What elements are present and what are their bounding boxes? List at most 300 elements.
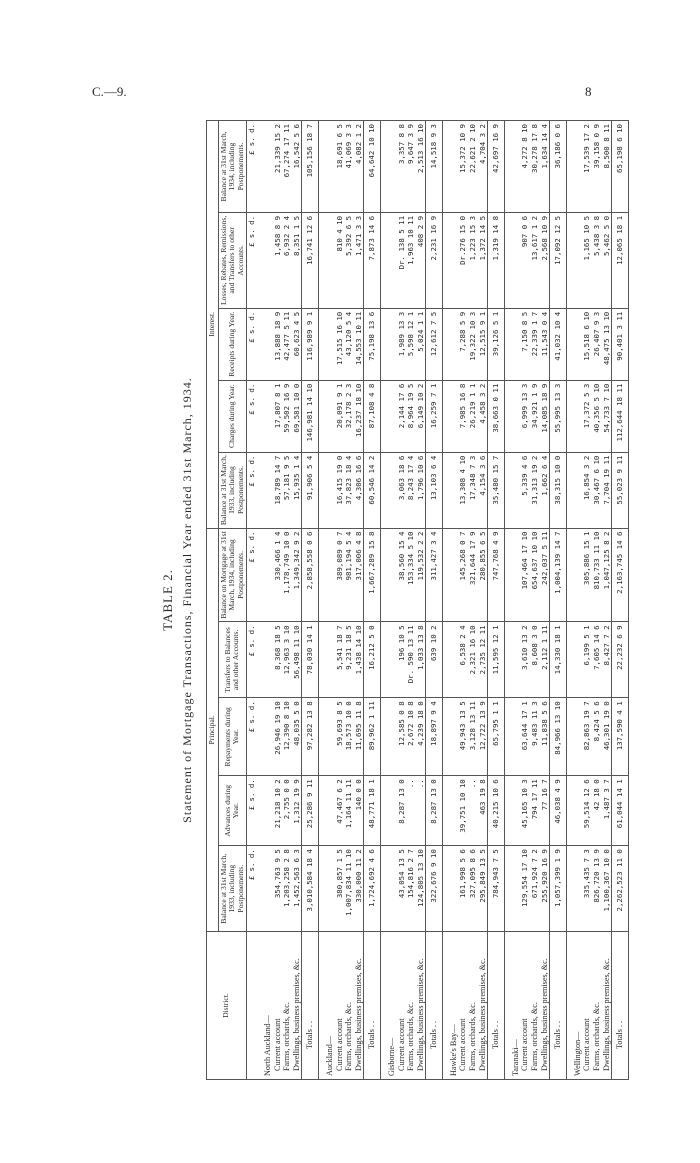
table-row [273,121,283,1080]
empty-cell [504,308,520,380]
total-cell: 55,995 13 3 [550,380,567,452]
total-cell: 14,518 9 3 [426,121,443,213]
value-cell: 22,621 2 10 [468,121,478,213]
value-cell: 1,349,342 9 2 [292,528,302,622]
table-title: Statement of Mortgage Transactions, Financial Year ended 31st March, 1934. [180,377,194,823]
value-cell: 6,932 2 4 [282,212,292,308]
value-cell: 1,452,563 6 3 [292,846,302,932]
empty-cell [442,622,458,698]
total-cell: 97,282 13 8 [302,698,319,776]
value-cell: Dr.276 15 0 [458,212,468,308]
total-cell: 91,906 5 4 [302,452,319,528]
page-number: 8 [585,84,592,99]
total-cell: 1,667,289 15 8 [364,528,381,622]
value-cell: 671,924 7 2 [530,846,540,932]
units-label: £ s. d. [247,698,257,776]
value-cell: 2,112 1 11 [540,622,550,698]
value-cell: 463 19 8 [478,776,488,846]
value-cell: 4,458 3 2 [478,380,488,452]
empty-cell [257,121,273,213]
value-cell: 2,513 16 10 [416,121,426,213]
value-cell: 8,964 19 5 [406,380,416,452]
value-cell: 12,585 0 8 [397,698,407,776]
value-cell: 63,644 17 1 [520,698,530,776]
totals-label: Totals . . [550,932,567,1080]
total-cell: 14,330 18 1 [550,622,567,698]
value-cell: 8,608 3 0 [530,622,540,698]
total-cell: 41,032 10 4 [550,308,567,380]
value-cell: 59,502 16 9 [282,380,292,452]
value-cell: 3,063 18 6 [397,452,407,528]
empty-cell [504,622,520,698]
row-label: Current account [397,932,407,1080]
units-label: £ s. d. [247,121,257,213]
table-row [478,121,488,1080]
value-cell: 5,024 1 1 [416,308,426,380]
value-cell: 3,357 8 8 [397,121,407,213]
value-cell: 16,415 19 0 [335,452,345,528]
value-cell: 30,467 6 10 [592,452,602,528]
page-code: C.—9. [92,84,127,99]
district-name: Gisborne— [380,932,396,1080]
empty-cell [257,698,273,776]
units-spacer [247,932,257,1080]
value-cell: 1,634 14 4 [540,121,550,213]
value-cell: 49,943 13 5 [458,698,468,776]
value-cell: 317,006 4 8 [354,528,364,622]
value-cell: 18,789 14 7 [273,452,283,528]
value-cell: 4,154 3 6 [478,452,488,528]
value-cell: 9,483 11 3 [530,698,540,776]
value-cell: 1,372 14 5 [478,212,488,308]
total-cell: 78,030 14 1 [302,622,319,698]
total-cell: 7,873 14 6 [364,212,381,308]
col-header-8: Receipts during Year. [218,308,247,380]
total-cell: 1,319 14 8 [488,212,505,308]
value-cell: 654,637 10 10 [530,528,540,622]
total-cell: 116,989 9 1 [302,308,319,380]
units-label: £ s. d. [247,212,257,308]
value-cell: 794 17 11 [530,776,540,846]
district-name: Hawke's Bay— [442,932,458,1080]
total-cell: 42,697 16 9 [488,121,505,213]
value-cell: 389,089 0 7 [335,528,345,622]
empty-cell [318,121,334,213]
totals-row [302,121,319,1080]
empty-cell [566,212,582,308]
value-cell: 48,475 13 10 [602,308,612,380]
empty-cell [442,452,458,528]
value-cell: 41,069 3 3 [344,121,354,213]
value-cell: 46,301 19 0 [602,698,612,776]
row-label: Dwellings, business premises, &c. [602,932,612,1080]
value-cell: 13,617 1 2 [530,212,540,308]
totals-label: Totals . . [426,932,443,1080]
empty-cell [257,528,273,622]
value-cell: 1,989 13 3 [397,308,407,380]
value-cell: 12,390 8 10 [282,698,292,776]
value-cell: .. [406,776,416,846]
empty-cell [504,846,520,932]
total-cell: 38,315 10 0 [550,452,567,528]
value-cell: 12,963 3 10 [282,622,292,698]
value-cell: 15,372 10 9 [458,121,468,213]
rotated-table-area [150,120,700,1080]
total-cell: 89,962 1 11 [364,698,381,776]
value-cell: 2,755 0 0 [282,776,292,846]
total-cell: 12,065 18 1 [612,212,629,308]
total-cell: 39,126 5 1 [488,308,505,380]
value-cell: 5,541 18 7 [335,622,345,698]
value-cell: 67,274 17 11 [282,121,292,213]
totals-row [364,121,381,1080]
table-row [602,121,612,1080]
value-cell: 4,704 3 2 [478,121,488,213]
value-cell: 7,985 16 8 [458,380,468,452]
empty-cell [566,452,582,528]
value-cell: 321,644 17 9 [468,528,478,622]
empty-cell [318,380,334,452]
total-cell: 16,259 7 1 [426,380,443,452]
total-cell: 61,044 14 1 [612,776,629,846]
row-label: Dwellings, business premises, &c. [478,932,488,1080]
total-cell: 1,004,139 14 7 [550,528,567,622]
empty-cell [380,846,396,932]
value-cell: 1,203,258 2 8 [282,846,292,932]
totals-row [550,121,567,1080]
value-cell: 8,500 8 11 [602,121,612,213]
total-cell: 64,642 10 10 [364,121,381,213]
total-cell: 2,163,745 14 6 [612,528,629,622]
value-cell: 5,339 4 6 [520,452,530,528]
units-label: £ s. d. [247,528,257,622]
col-header-6: Balance at 31st March, 1933, including Postponements. [218,452,247,528]
value-cell: 4,082 1 2 [354,121,364,213]
group-principal: Principal. [207,528,219,932]
value-cell: 6,199 5 1 [582,622,592,698]
total-cell: 22,232 6 9 [612,622,629,698]
row-label: Current account [582,932,592,1080]
value-cell: 327,095 8 6 [468,846,478,932]
value-cell: 305,886 15 1 [582,528,592,622]
value-cell: 2,321 16 10 [468,622,478,698]
total-cell: 112,644 18 11 [612,380,629,452]
units-label: £ s. d. [247,776,257,846]
empty-cell [566,776,582,846]
row-label: Dwellings, business premises, &c. [292,932,302,1080]
value-cell: 16,237 18 10 [354,380,364,452]
units-label: £ s. d. [247,380,257,452]
value-cell: 196 10 5 [397,622,407,698]
value-cell: 30,278 17 8 [530,121,540,213]
table-number: TABLE 2. [160,569,175,631]
value-cell: 22,339 1 7 [530,308,540,380]
total-cell: 36,186 0 6 [550,121,567,213]
value-cell: 18,691 6 5 [335,121,345,213]
empty-cell [442,308,458,380]
value-cell: 17,515 16 10 [335,308,345,380]
value-cell: 4,306 16 6 [354,452,364,528]
value-cell: .. [416,776,426,846]
value-cell: 39,158 0 9 [592,121,602,213]
row-label: Farms, orchards, &c. [468,932,478,1080]
row-label: Current account [273,932,283,1080]
total-cell: 1,724,692 4 6 [364,846,381,932]
total-cell: 784,943 7 5 [488,846,505,932]
empty-cell [566,846,582,932]
total-cell: 35,480 15 7 [488,452,505,528]
value-cell: 37,823 18 4 [344,452,354,528]
value-cell: 82,863 19 7 [582,698,592,776]
total-cell: 65,198 6 10 [612,121,629,213]
table-row [592,121,602,1080]
empty-cell [566,380,582,452]
total-cell: 747,768 4 9 [488,528,505,622]
group-interest: Interest. [207,121,219,529]
value-cell: 1,662 6 4 [540,452,550,528]
value-cell: 3,610 13 2 [520,622,530,698]
value-cell: 7,288 5 9 [458,308,468,380]
table-row [520,121,530,1080]
units-label: £ s. d. [247,846,257,932]
row-label: Dwellings, business premises, &c. [416,932,426,1080]
empty-cell [504,698,520,776]
value-cell: 59,693 8 5 [335,698,345,776]
total-cell: 55,023 9 11 [612,452,629,528]
empty-cell [442,121,458,213]
value-cell: 14,553 10 11 [354,308,364,380]
empty-cell [380,212,396,308]
total-cell: 18,897 9 4 [426,698,443,776]
table-row [292,121,302,1080]
col-header-1: Balance at 31st March, 1933, including Postponements. [218,846,247,932]
total-cell: 84,966 13 10 [550,698,567,776]
value-cell: 48,035 5 0 [292,698,302,776]
value-cell: 56,498 11 10 [292,622,302,698]
value-cell: 18,573 10 0 [344,698,354,776]
value-cell: 69,581 10 0 [292,380,302,452]
value-cell: 330,466 1 4 [273,528,283,622]
row-label: Current account [335,932,345,1080]
totals-label: Totals . . [364,932,381,1080]
value-cell: 7,605 14 6 [592,622,602,698]
total-cell: 38,663 0 11 [488,380,505,452]
value-cell: 54,733 7 10 [602,380,612,452]
totals-row [488,121,505,1080]
empty-cell [380,380,396,452]
total-cell: 25,286 9 11 [302,776,319,846]
table-row [397,121,407,1080]
value-cell: 19,322 10 3 [468,308,478,380]
empty-cell [442,528,458,622]
value-cell: 1,047,125 8 2 [602,528,612,622]
value-cell: 1,312 19 9 [292,776,302,846]
value-cell: 6,149 10 2 [416,380,426,452]
value-cell: 43,054 13 5 [397,846,407,932]
totals-label: Totals . . [612,932,629,1080]
value-cell: 8,427 7 2 [602,622,612,698]
value-cell: 13,308 4 10 [458,452,468,528]
empty-cell [566,528,582,622]
total-cell: 75,198 13 6 [364,308,381,380]
value-cell: 1,438 14 10 [354,622,364,698]
value-cell: 77 16 7 [540,776,550,846]
units-label: £ s. d. [247,308,257,380]
value-cell: Dr. 138 5 11 [397,212,407,308]
district-name: Auckland— [318,932,334,1080]
empty-cell [504,776,520,846]
district-name: North Auckland— [257,932,273,1080]
value-cell: 17,348 7 3 [468,452,478,528]
value-cell: 5,598 12 1 [406,308,416,380]
value-cell: 1,223 15 3 [468,212,478,308]
value-cell: 826,720 13 9 [592,846,602,932]
value-cell: 14,085 18 9 [540,380,550,452]
total-cell: 16,212 5 0 [364,622,381,698]
value-cell: 7,704 19 11 [602,452,612,528]
total-cell: 2,231 16 9 [426,212,443,308]
value-cell: 11,695 11 8 [354,698,364,776]
empty-cell [504,380,520,452]
empty-cell [318,528,334,622]
col-header-3: Repayments during Year. [218,698,247,776]
value-cell: 354,763 9 5 [273,846,283,932]
empty-cell [380,528,396,622]
value-cell: 8,351 1 5 [292,212,302,308]
value-cell: 38,560 15 4 [397,528,407,622]
value-cell: 26,219 1 1 [468,380,478,452]
value-cell: 17,807 8 1 [273,380,283,452]
total-cell: 12,612 7 5 [426,308,443,380]
value-cell: 34,921 1 9 [530,380,540,452]
value-cell: 17,539 17 2 [582,121,592,213]
col-header-2: Advances during Year. [218,776,247,846]
value-cell: Dr. 590 13 11 [406,622,416,698]
empty-cell [257,308,273,380]
value-cell: 1,458 8 9 [273,212,283,308]
empty-cell [318,846,334,932]
empty-cell [504,121,520,213]
value-cell: 21,218 10 2 [273,776,283,846]
value-cell: 119,532 2 2 [416,528,426,622]
total-cell: 1,057,399 1 9 [550,846,567,932]
value-cell: 107,464 17 10 [520,528,530,622]
value-cell: 907 0 6 [520,212,530,308]
total-cell: 137,590 4 1 [612,698,629,776]
district-name: Taranaki— [504,932,520,1080]
value-cell: 15,935 1 4 [292,452,302,528]
units-label: £ s. d. [247,622,257,698]
total-cell: 16,741 12 6 [302,212,319,308]
total-cell: 60,546 14 2 [364,452,381,528]
value-cell: 42 18 0 [592,776,602,846]
value-cell: 3,128 13 11 [468,698,478,776]
empty-cell [257,622,273,698]
row-label: Farms, orchards, &c. [344,932,354,1080]
col-header-7: Charges during Year. [218,380,247,452]
empty-cell [318,622,334,698]
empty-cell [257,212,273,308]
total-cell: 3,010,584 18 4 [302,846,319,932]
value-cell: 26,407 9 3 [592,308,602,380]
table-row [282,121,292,1080]
col-header-4: Transfers to Balances and other Accounts. [218,622,247,698]
total-cell: 46,038 4 9 [550,776,567,846]
empty-cell [442,846,458,932]
table-row [335,121,345,1080]
value-cell: 124,805 13 10 [416,846,426,932]
empty-cell [566,698,582,776]
value-cell: 2,568 10 9 [540,212,550,308]
empty-cell [318,212,334,308]
value-cell: 26,946 19 10 [273,698,283,776]
empty-cell [257,846,273,932]
empty-cell [318,308,334,380]
totals-row [612,121,629,1080]
value-cell: 57,181 9 5 [282,452,292,528]
value-cell: 47,467 6 2 [335,776,345,846]
total-cell: 8,287 13 0 [426,776,443,846]
value-cell: 255,920 16 9 [540,846,550,932]
total-cell: 17,092 12 5 [550,212,567,308]
value-cell: 1,007,834 11 10 [344,846,354,932]
empty-cell [380,776,396,846]
value-cell: 161,998 5 6 [458,846,468,932]
total-cell: 2,858,558 0 6 [302,528,319,622]
table-row [540,121,550,1080]
total-cell: 48,771 18 1 [364,776,381,846]
value-cell: 380,857 1 5 [335,846,345,932]
value-cell: 1,100,367 10 0 [602,846,612,932]
value-cell: 13,888 18 9 [273,308,283,380]
totals-label: Totals . . [302,932,319,1080]
value-cell: 31,313 19 2 [530,452,540,528]
value-cell: 43,120 5 4 [344,308,354,380]
total-cell: 311,427 3 4 [426,528,443,622]
value-cell: 15,518 6 10 [582,308,592,380]
value-cell: 5,438 3 8 [592,212,602,308]
empty-cell [318,698,334,776]
value-cell: 810,733 11 10 [592,528,602,622]
row-label: Farms, orchards, &c. [592,932,602,1080]
empty-cell [442,776,458,846]
value-cell: 12,515 9 1 [478,308,488,380]
total-cell: 11,595 12 1 [488,622,505,698]
empty-cell [566,121,582,213]
table-row [582,121,592,1080]
value-cell: 17,372 5 3 [582,380,592,452]
total-cell: 87,108 4 8 [364,380,381,452]
empty-cell [504,212,520,308]
value-cell: 11,543 0 4 [540,308,550,380]
table-row [344,121,354,1080]
value-cell: 40,356 5 10 [592,380,602,452]
value-cell: 8,424 5 6 [592,698,602,776]
total-cell: 146,981 14 10 [302,380,319,452]
value-cell: 4,272 8 10 [520,121,530,213]
units-label: £ s. d. [247,452,257,528]
value-cell: 8,368 18 5 [273,622,283,698]
value-cell: 1,796 10 6 [416,452,426,528]
empty-cell [504,528,520,622]
row-label: Dwellings, business premises, &c. [354,932,364,1080]
value-cell: 32,178 2 3 [344,380,354,452]
table-row [354,121,364,1080]
empty-cell [257,380,273,452]
value-cell: 154,816 2 7 [406,846,416,932]
value-cell: 1,033 13 8 [416,622,426,698]
empty-cell [442,698,458,776]
